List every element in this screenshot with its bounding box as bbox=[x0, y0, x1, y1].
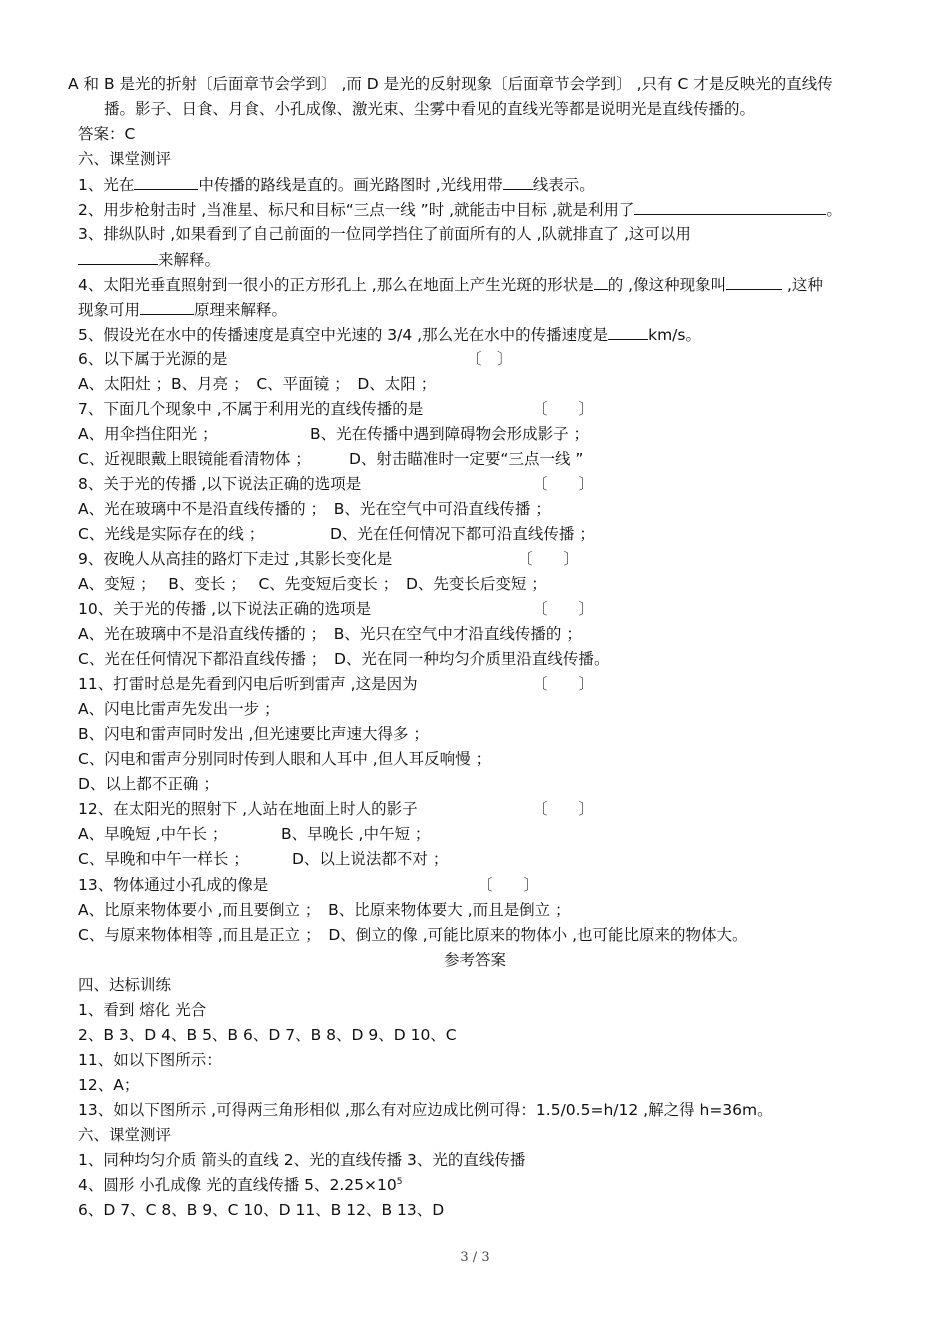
question-8: 8、关于光的传播 ,以下说法正确的选项是 bbox=[78, 475, 362, 493]
answer-bracket[interactable]: 〔 〕 bbox=[466, 350, 513, 368]
section-title-test: 六、课堂测评 bbox=[78, 150, 172, 168]
options-ab: A、光在玻璃中不是沿直线传播的 ； B、光只在空气中才沿直线传播的 ； bbox=[78, 625, 582, 643]
answer-bracket[interactable]: 〔 〕 bbox=[532, 600, 595, 618]
answers-section-6-title: 六、课堂测评 bbox=[78, 1126, 172, 1144]
option-d: D、射击瞄准时一定要“三点一线 ” bbox=[349, 450, 584, 468]
answer-blank[interactable] bbox=[594, 273, 608, 290]
question-6: 6、以下属于光源的是 bbox=[78, 350, 228, 368]
question-6-options: A、太阳灶 ；B、月亮 ； C、平面镜 ； D、太阳 ； bbox=[78, 375, 437, 393]
answer-bracket[interactable]: 〔 〕 bbox=[532, 400, 595, 418]
answer-blank[interactable] bbox=[634, 198, 826, 215]
option-d: D、以上说法都不对 ； bbox=[292, 850, 449, 868]
question-3-cont: 来解释。 bbox=[78, 248, 220, 271]
answers-line: 12、A； bbox=[78, 1076, 140, 1094]
option-b: B、闪电和雷声同时发出 ,但光速要比声速大得多 ； bbox=[78, 725, 429, 743]
option-c: C、近视眼戴上眼镜能看清物体 ； bbox=[78, 450, 311, 468]
question-4: 4、太阳光垂直照射到一很小的正方形孔上 ,那么在地面上产生光斑的形状是 的 ,像这种现象叫 ,这种 bbox=[78, 273, 823, 296]
answers-line: 6、D 7、C 8、B 9、C 10、D 11、B 12、B 13、D bbox=[78, 1201, 445, 1219]
page-number: 3 / 3 bbox=[460, 1250, 490, 1265]
answer-bracket[interactable]: 〔 〕 bbox=[532, 475, 595, 493]
answers-line: 1、看到 熔化 光合 bbox=[78, 1001, 207, 1019]
question-5: 5、假设光在水中的传播速度是真空中光速的 3/4 ,那么光在水中的传播速度是 km/s。 bbox=[78, 323, 701, 346]
question-11: 11、打雷时总是先看到闪电后听到雷声 ,这是因为 bbox=[78, 675, 418, 693]
option-a: A、用伞挡住阳光 ； bbox=[78, 425, 218, 443]
answer-blank[interactable] bbox=[78, 248, 158, 265]
question-13: 13、物体通过小孔成的像是 bbox=[78, 876, 269, 894]
option-d: D、以上都不正确 ； bbox=[78, 775, 219, 793]
answers-title: 参考答案 bbox=[443, 951, 506, 969]
answers-section-4-title: 四、达标训练 bbox=[78, 976, 172, 994]
question-2: 2、用步枪射击时 ,当准星、标尺和目标“三点一线 ”时 ,就能击中目标 ,就是利用了 。 bbox=[78, 198, 842, 221]
answers-line: 13、如以下图所示 ,可得两三角形相似 ,那么有对应边成比例可得：1.5/0.5=h/12 ,解之得 h=36m。 bbox=[78, 1101, 773, 1119]
option-b: B、早晚长 ,中午短 ； bbox=[281, 825, 431, 843]
option-a: A、早晚短 ,中午长 ； bbox=[78, 825, 228, 843]
option-c: C、闪电和雷声分别同时传到人眼和人耳中 ,但人耳反响慢 ； bbox=[78, 750, 492, 768]
options-ab: A、比原来物体要小 ,而且要倒立 ； B、比原来物体要大 ,而且是倒立 ； bbox=[78, 901, 571, 919]
answer-bracket[interactable]: 〔 〕 bbox=[477, 876, 540, 894]
intro-line-2: 播。影子、日食、月食、小孔成像、激光束、尘雾中看见的直线光等都是说明光是直线传播的。 bbox=[104, 100, 756, 118]
question-7: 7、下面几个现象中 ,不属于利用光的直线传播的是 bbox=[78, 400, 424, 418]
question-4-cont: 现象可用 原理来解释。 bbox=[78, 298, 287, 321]
options-ab: A、光在玻璃中不是沿直线传播的 ； B、光在空气中可沿直线传播 ； bbox=[78, 500, 551, 518]
question-10: 10、关于光的传播 ,以下说法正确的选项是 bbox=[78, 600, 372, 618]
answers-line: 2、B 3、D 4、B 5、B 6、D 7、B 8、D 9、D 10、C bbox=[78, 1026, 457, 1044]
option-b: B、光在传播中遇到障碍物会形成影子 ； bbox=[310, 425, 590, 443]
options-cd: C、光在任何情况下都沿直线传播 ； D、光在同一种均匀介质里沿直线传播。 bbox=[78, 650, 610, 668]
question-9: 9、夜晚人从高挂的路灯下走过 ,其影长变化是 bbox=[78, 550, 393, 568]
answer-bracket[interactable]: 〔 〕 bbox=[532, 675, 595, 693]
option-c: C、光线是实际存在的线 ； bbox=[78, 525, 265, 543]
question-12: 12、在太阳光的照射下 ,人站在地面上时人的影子 bbox=[78, 800, 418, 818]
options-cd: C、与原来物体相等 ,而且是正立 ； D、倒立的像 ,可能比原来的物体小 ,也可能比原来的物体大。 bbox=[78, 926, 748, 944]
option-d: D、光在任何情况下都可沿直线传播 ； bbox=[330, 525, 595, 543]
answer-bracket[interactable]: 〔 〕 bbox=[517, 550, 580, 568]
question-3: 3、排纵队时 ,如果看到了自己前面的一位同学挡住了前面所有的人 ,队就排直了 ,这可以用 bbox=[78, 225, 691, 243]
intro-line-1: A 和 B 是光的折射〔后面章节会学到〕 ,而 D 是光的反射现象〔后面章节会学到〕 ,只有 C 才是反映光的直线传 bbox=[68, 75, 833, 93]
question-1: 1、光在 中传播的路线是直的。画光路图时 ,光线用带 线表示。 bbox=[78, 173, 595, 196]
answer-bracket[interactable]: 〔 〕 bbox=[532, 800, 595, 818]
option-a: A、闪电比雷声先发出一步 ； bbox=[78, 700, 280, 718]
answers-line: 4、圆形 小孔成像 光的直线传播 5、$2.25\times 10^5$ bbox=[78, 1176, 403, 1194]
exponent: 5 bbox=[396, 1176, 403, 1187]
answer-blank[interactable] bbox=[726, 273, 782, 290]
answer-blank[interactable] bbox=[503, 173, 533, 190]
answers-line: 11、如以下图所示： bbox=[78, 1051, 222, 1069]
answer-blank[interactable] bbox=[608, 323, 648, 340]
option-c: C、早晚和中午一样长 ； bbox=[78, 850, 249, 868]
answer-blank[interactable] bbox=[140, 298, 194, 315]
question-9-options: A、变短 ； B、变长 ； C、先变短后变长 ； D、先变长后变短 ； bbox=[78, 575, 547, 593]
answer-line: 答案：C bbox=[78, 125, 136, 143]
answer-blank[interactable] bbox=[134, 173, 198, 190]
answers-line: 1、同种均匀介质 箭头的直线 2、光的直线传播 3、光的直线传播 bbox=[78, 1151, 526, 1169]
